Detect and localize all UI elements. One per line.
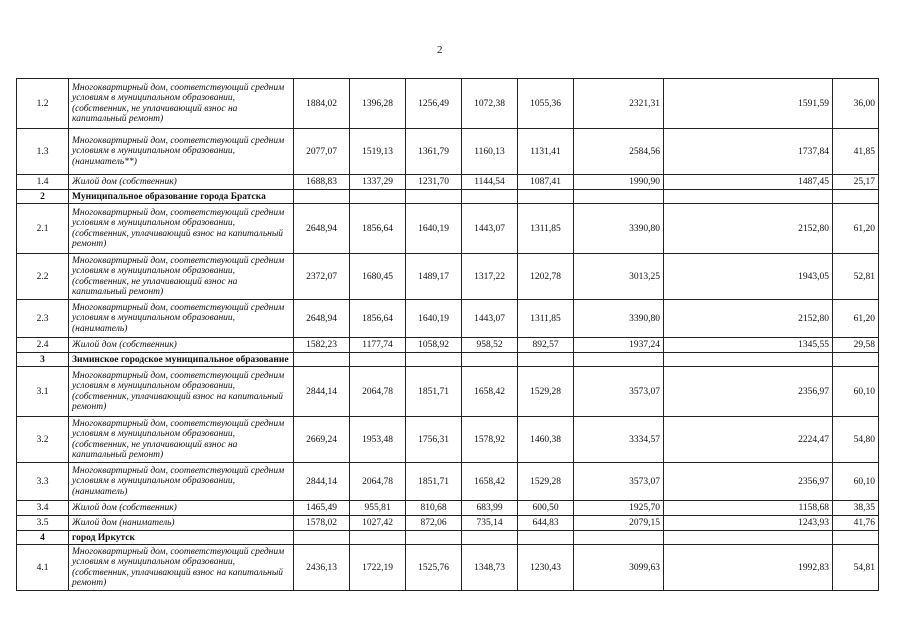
value-cell: 1680,45 <box>350 254 406 300</box>
value-cell: 1487,45 <box>664 175 833 190</box>
value-cell <box>518 353 574 367</box>
row-number: 3.1 <box>17 367 69 417</box>
table-row <box>17 79 879 129</box>
value-cell: 3573,07 <box>574 367 664 417</box>
value-cell: 2372,07 <box>294 254 350 300</box>
row-number: 3.2 <box>17 417 69 463</box>
value-cell: 1087,41 <box>518 175 574 190</box>
value-cell <box>833 190 879 204</box>
value-cell: 958,52 <box>462 338 518 353</box>
value-cell: 1243,93 <box>664 516 833 531</box>
value-cell: 1489,17 <box>406 254 462 300</box>
row-description: Многоквартирный дом, соответствующий средним условиям в муниципальном образовании, (наниматель) <box>69 463 294 501</box>
value-cell: 955,81 <box>350 501 406 516</box>
page-number: 2 <box>437 44 443 56</box>
value-cell <box>294 531 350 545</box>
value-cell: 1640,19 <box>406 300 462 338</box>
value-cell: 2356,97 <box>664 463 833 501</box>
value-cell <box>350 353 406 367</box>
value-cell: 1990,90 <box>574 175 664 190</box>
row-description: Многоквартирный дом, соответствующий средним условиям в муниципальном образовании, (наниматель) <box>69 300 294 338</box>
value-cell: 1231,70 <box>406 175 462 190</box>
value-cell: 1027,42 <box>350 516 406 531</box>
value-cell: 1396,28 <box>350 79 406 129</box>
value-cell: 3390,80 <box>574 204 664 254</box>
value-cell: 1345,55 <box>664 338 833 353</box>
table-row <box>17 175 879 190</box>
table-row <box>17 300 879 338</box>
table-row <box>17 417 879 463</box>
value-cell: 1582,23 <box>294 338 350 353</box>
section-row <box>17 190 879 204</box>
value-cell: 1688,83 <box>294 175 350 190</box>
value-cell: 3573,07 <box>574 463 664 501</box>
value-cell: 2224,47 <box>664 417 833 463</box>
value-cell: 1443,07 <box>462 300 518 338</box>
value-cell: 2436,13 <box>294 545 350 591</box>
value-cell: 1953,48 <box>350 417 406 463</box>
value-cell: 1465,49 <box>294 501 350 516</box>
value-cell: 810,68 <box>406 501 462 516</box>
row-number: 3.5 <box>17 516 69 531</box>
row-number: 1.3 <box>17 129 69 175</box>
row-description: Многоквартирный дом, соответствующий средним условиям в муниципальном образовании, (собственник, уплачивающий взнос на капитальный ремонт) <box>69 204 294 254</box>
value-cell: 1144,54 <box>462 175 518 190</box>
value-cell: 1943,05 <box>664 254 833 300</box>
value-cell: 1519,13 <box>350 129 406 175</box>
value-cell: 2321,31 <box>574 79 664 129</box>
row-description: Многоквартирный дом, соответствующий средним условиям в муниципальном образовании, (собственник, не уплачивающий взнос на капитальный ремонт) <box>69 417 294 463</box>
row-number: 3.4 <box>17 501 69 516</box>
table-row <box>17 204 879 254</box>
section-row <box>17 531 879 545</box>
value-cell: 61,20 <box>833 300 879 338</box>
value-cell: 1058,92 <box>406 338 462 353</box>
value-cell <box>350 190 406 204</box>
value-cell: 2064,78 <box>350 463 406 501</box>
value-cell: 1256,49 <box>406 79 462 129</box>
row-number: 3.3 <box>17 463 69 501</box>
row-description: Жилой дом (наниматель) <box>69 516 294 531</box>
row-number: 3 <box>17 353 69 367</box>
value-cell: 2152,80 <box>664 204 833 254</box>
value-cell: 683,99 <box>462 501 518 516</box>
row-description: Жилой дом (собственник) <box>69 501 294 516</box>
value-cell <box>574 353 664 367</box>
value-cell: 1311,85 <box>518 300 574 338</box>
value-cell <box>462 531 518 545</box>
value-cell: 2079,15 <box>574 516 664 531</box>
row-number: 2.1 <box>17 204 69 254</box>
value-cell: 1131,41 <box>518 129 574 175</box>
value-cell <box>462 190 518 204</box>
row-number: 1.2 <box>17 79 69 129</box>
value-cell: 1937,24 <box>574 338 664 353</box>
value-cell <box>574 190 664 204</box>
row-number: 2.4 <box>17 338 69 353</box>
value-cell: 2844,14 <box>294 367 350 417</box>
row-description: Жилой дом (собственник) <box>69 338 294 353</box>
table-row <box>17 545 879 591</box>
value-cell: 38,35 <box>833 501 879 516</box>
row-number: 4.1 <box>17 545 69 591</box>
table-row <box>17 516 879 531</box>
value-cell: 1737,84 <box>664 129 833 175</box>
value-cell: 1337,29 <box>350 175 406 190</box>
value-cell: 1443,07 <box>462 204 518 254</box>
row-number: 2.3 <box>17 300 69 338</box>
row-description: Многоквартирный дом, соответствующий средним условиям в муниципальном образовании, (наниматель**) <box>69 129 294 175</box>
value-cell <box>294 353 350 367</box>
value-cell: 1529,28 <box>518 463 574 501</box>
value-cell: 2648,94 <box>294 300 350 338</box>
section-title: город Иркутск <box>69 531 294 545</box>
section-title: Муниципальное образование города Братска <box>69 190 294 204</box>
value-cell: 1055,36 <box>518 79 574 129</box>
value-cell: 1460,38 <box>518 417 574 463</box>
value-cell: 1658,42 <box>462 463 518 501</box>
value-cell: 1640,19 <box>406 204 462 254</box>
value-cell: 1160,13 <box>462 129 518 175</box>
value-cell <box>406 531 462 545</box>
row-number: 2.2 <box>17 254 69 300</box>
value-cell: 2077,07 <box>294 129 350 175</box>
value-cell: 1578,92 <box>462 417 518 463</box>
value-cell: 644,83 <box>518 516 574 531</box>
value-cell: 1722,19 <box>350 545 406 591</box>
value-cell <box>518 531 574 545</box>
value-cell <box>664 531 833 545</box>
value-cell: 1591,59 <box>664 79 833 129</box>
value-cell: 1230,43 <box>518 545 574 591</box>
tariff-table <box>16 78 879 591</box>
table-row <box>17 367 879 417</box>
value-cell: 1361,79 <box>406 129 462 175</box>
value-cell <box>833 531 879 545</box>
value-cell <box>664 190 833 204</box>
value-cell: 1756,31 <box>406 417 462 463</box>
value-cell: 41,76 <box>833 516 879 531</box>
value-cell: 2844,14 <box>294 463 350 501</box>
value-cell: 41,85 <box>833 129 879 175</box>
value-cell: 2356,97 <box>664 367 833 417</box>
value-cell: 2669,24 <box>294 417 350 463</box>
value-cell <box>406 353 462 367</box>
table-row <box>17 129 879 175</box>
value-cell: 1317,22 <box>462 254 518 300</box>
value-cell <box>574 531 664 545</box>
value-cell: 1856,64 <box>350 300 406 338</box>
value-cell: 1851,71 <box>406 463 462 501</box>
value-cell: 1202,78 <box>518 254 574 300</box>
row-number: 1.4 <box>17 175 69 190</box>
value-cell: 3013,25 <box>574 254 664 300</box>
table-row <box>17 501 879 516</box>
value-cell: 1177,74 <box>350 338 406 353</box>
value-cell: 1525,76 <box>406 545 462 591</box>
table-row <box>17 338 879 353</box>
value-cell: 2152,80 <box>664 300 833 338</box>
row-description: Жилой дом (собственник) <box>69 175 294 190</box>
value-cell <box>518 190 574 204</box>
row-number: 2 <box>17 190 69 204</box>
value-cell <box>833 353 879 367</box>
value-cell: 1158,68 <box>664 501 833 516</box>
value-cell <box>350 531 406 545</box>
value-cell: 52,81 <box>833 254 879 300</box>
value-cell: 1348,73 <box>462 545 518 591</box>
value-cell: 1072,38 <box>462 79 518 129</box>
value-cell: 25,17 <box>833 175 879 190</box>
value-cell: 29,58 <box>833 338 879 353</box>
value-cell: 36,00 <box>833 79 879 129</box>
value-cell: 54,80 <box>833 417 879 463</box>
value-cell <box>664 353 833 367</box>
row-description: Многоквартирный дом, соответствующий средним условиям в муниципальном образовании, (собственник, не уплачивающий взнос на капитальный ремонт) <box>69 79 294 129</box>
value-cell: 3099,63 <box>574 545 664 591</box>
row-description: Многоквартирный дом, соответствующий средним условиям в муниципальном образовании, (собственник, не уплачивающий взнос на капитальный ремонт) <box>69 254 294 300</box>
value-cell: 1311,85 <box>518 204 574 254</box>
value-cell: 1925,70 <box>574 501 664 516</box>
row-description: Многоквартирный дом, соответствующий средним условиям в муниципальном образовании, (собственник, уплачивающий взнос на капитальный ремонт) <box>69 545 294 591</box>
value-cell: 1856,64 <box>350 204 406 254</box>
value-cell: 3334,57 <box>574 417 664 463</box>
value-cell: 3390,80 <box>574 300 664 338</box>
value-cell: 61,20 <box>833 204 879 254</box>
value-cell: 2064,78 <box>350 367 406 417</box>
value-cell: 1851,71 <box>406 367 462 417</box>
value-cell: 1884,02 <box>294 79 350 129</box>
value-cell: 1529,28 <box>518 367 574 417</box>
value-cell: 1658,42 <box>462 367 518 417</box>
value-cell: 2584,56 <box>574 129 664 175</box>
section-title: Зиминское городское муниципальное образование <box>69 353 294 367</box>
table-row <box>17 254 879 300</box>
value-cell: 2648,94 <box>294 204 350 254</box>
section-row <box>17 353 879 367</box>
value-cell: 892,57 <box>518 338 574 353</box>
value-cell <box>406 190 462 204</box>
value-cell: 60,10 <box>833 463 879 501</box>
value-cell: 872,06 <box>406 516 462 531</box>
value-cell: 735,14 <box>462 516 518 531</box>
row-description: Многоквартирный дом, соответствующий средним условиям в муниципальном образовании, (собственник, уплачивающий взнос на капитальный ремонт) <box>69 367 294 417</box>
value-cell: 60,10 <box>833 367 879 417</box>
value-cell <box>294 190 350 204</box>
table-row <box>17 463 879 501</box>
value-cell: 1992,83 <box>664 545 833 591</box>
value-cell <box>462 353 518 367</box>
value-cell: 54,81 <box>833 545 879 591</box>
value-cell: 600,50 <box>518 501 574 516</box>
row-number: 4 <box>17 531 69 545</box>
value-cell: 1578,02 <box>294 516 350 531</box>
